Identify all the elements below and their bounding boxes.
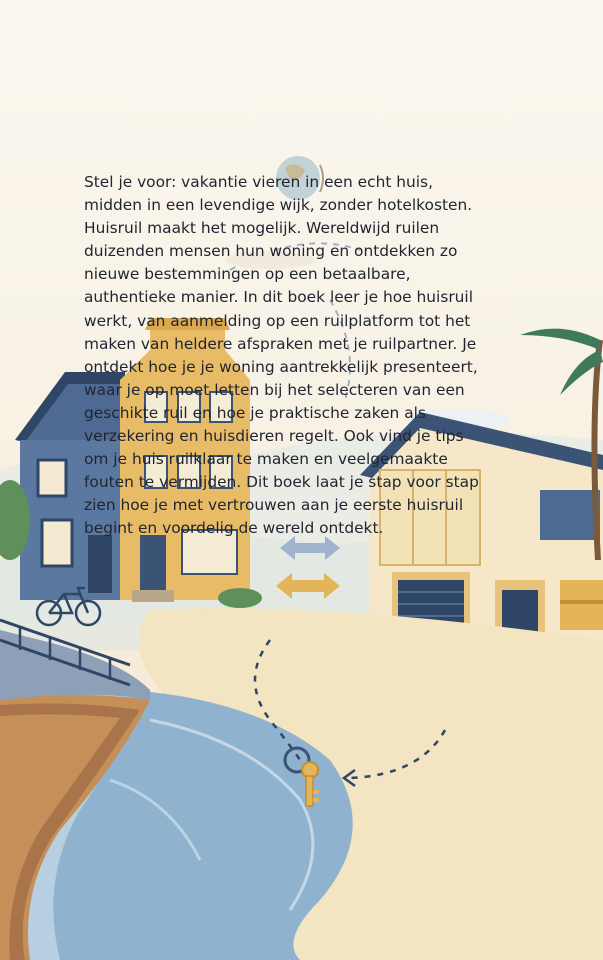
blurb-line: zien hoe je met vertrouwen aan je eerste huisruil xyxy=(84,496,464,515)
blurb-line: werkt, van aanmelding op een ruilplatform tot het xyxy=(84,311,471,330)
blurb-line: duizenden mensen hun woning en ontdekken zo xyxy=(84,242,458,261)
blurb-line: authentieke manier. In dit boek leer je hoe huisruil xyxy=(84,288,473,307)
blurb-line: Huisruil maakt het mogelijk. Wereldwijd ruilen xyxy=(84,219,440,238)
blurb-line: verzekering en huisdieren regelt. Ook vind je tips xyxy=(84,427,464,446)
blurb-line: Stel je voor: vakantie vieren in een echt huis, xyxy=(84,173,433,191)
blurb-line: geschikte ruil en hoe je praktische zaken als xyxy=(84,403,426,422)
blurb-line: begint en voordelig de wereld ontdekt. xyxy=(84,519,384,538)
blurb-line: ontdekt hoe je je woning aantrekkelijk presenteert, xyxy=(84,357,478,376)
blurb-line: midden in een levendige wijk, zonder hotelkosten. xyxy=(84,196,473,215)
blurb-line: fouten te vermijden. Dit boek laat je stap voor stap xyxy=(84,473,479,492)
blurb-line: nieuwe bestemmingen op een betaalbare, xyxy=(84,265,411,284)
blurb-line: maken van heldere afspraken met je ruilpartner. Je xyxy=(84,334,477,353)
blurb-line: om je huis ruilklaar te maken en veelgemaakte xyxy=(84,450,448,469)
blurb-line: waar je op moet letten bij het selecteren van een xyxy=(84,380,465,399)
back-cover-blurb xyxy=(84,171,534,541)
